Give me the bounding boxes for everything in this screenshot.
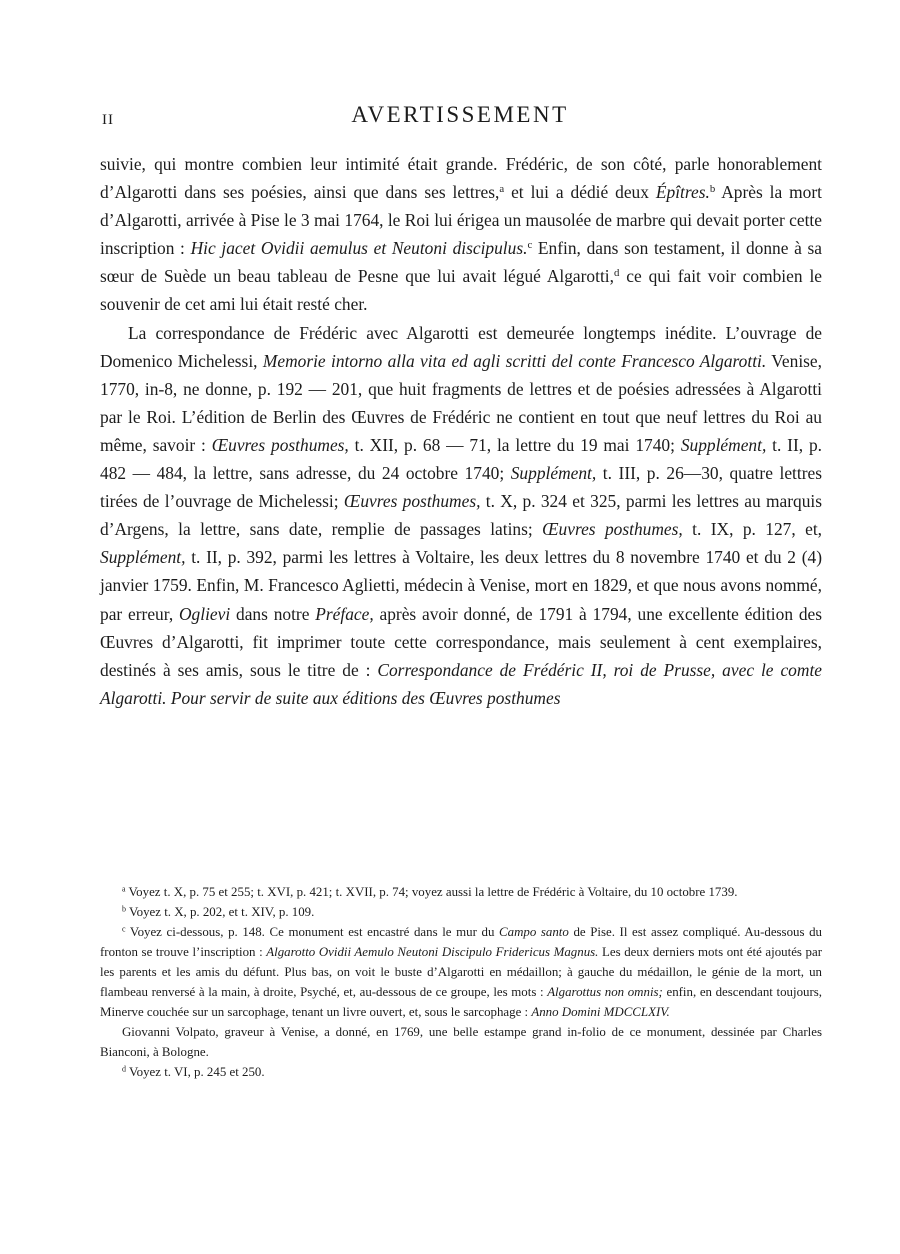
footnote-marker: b [709, 183, 716, 196]
italic-text: Supplément, [680, 434, 767, 455]
text-run: après avoir donné, de 1791 à 1794, une excellente édition des Œuvres d’Algarotti, fit imprimer toute cette correspondance, mais seulement à cent exemplaires, destinés à ses amis, sous le titre de : [100, 603, 823, 680]
text-run: t. III, p. 26—30, quatre lettres tirées de l’ouvrage de Michelessi; [100, 463, 822, 512]
text-run: t. II, p. 392, parmi les lettres à Voltaire, les deux lettres du 8 novembre 1740 et du 2 (4) janvier 1759. Enfin, M. Francesco Aglietti, médecin à Venise, mort en 1829, et que nous avons nommé, par erreur, [100, 547, 822, 624]
text-run: Enfin, dans son testament, il donne à sa sœur de Suède un beau tableau de Pesne que lui avait légué Algarotti, [100, 238, 822, 287]
text-run: t. X, p. 324 et 325, parmi les lettres au marquis d’Argens, la lettre, sans date, remplie de passages latins; [100, 491, 822, 540]
text-run: dans notre [230, 603, 316, 624]
text-run: Giovanni Volpato, graveur à Venise, a donné, en 1769, une belle estampe grand in-folio de ce monument, dessinée par Charles Bianconi, à Bologne. [100, 1025, 822, 1059]
italic-text: Préface, [315, 603, 374, 624]
text-run: Voyez t. X, p. 202, et t. XIV, p. 109. [126, 905, 315, 919]
italic-text: Supplément, [100, 547, 186, 568]
text-run: enfin, en descendant toujours, Minerve couchée sur un sarcophage, tenant un livre ouvert, et, sous le sarcophage : [100, 985, 822, 1019]
running-title: AVERTISSEMENT [351, 102, 569, 127]
italic-text: Campo santo [499, 925, 569, 939]
page-header [100, 100, 820, 134]
footnotes [100, 882, 822, 1082]
footnote-marker: d [122, 1064, 126, 1074]
text-run: suivie, qui montre combien leur intimité était grande. Frédéric, de son côté, parle honorablement d’Algarotti dans ses poésies, ainsi que dans ses lettres, [100, 154, 822, 203]
text-run: Venise, 1770, in-8, ne donne, p. 192 — 201, que huit fragments de lettres et de poésies adressées à Algarotti par le Roi. L’édition de Berlin des Œuvres de Frédéric ne contient en tout que neuf lettres du Roi au même, savoir : [100, 350, 822, 455]
italic-text: Anno Domini MDCCLXIV. [531, 1005, 670, 1019]
text-run: t. II, p. 482 — 484, la lettre, sans adresse, du 24 octobre 1740; [100, 434, 822, 484]
italic-text: Supplément, [510, 463, 597, 484]
paragraph-correspondence [100, 319, 822, 712]
italic-text: Œuvres posthumes, [542, 519, 683, 540]
footnote-a [100, 882, 822, 902]
italic-text: Œuvres posthumes, [211, 434, 349, 455]
main-text [100, 150, 822, 712]
text-run: ce qui fait voir combien le souvenir de cet ami lui était resté cher. [100, 266, 822, 315]
footnote-b [100, 902, 822, 922]
text-run: et lui a dédié deux [504, 182, 656, 203]
text-run: La correspondance de Frédéric avec Algarotti est demeurée longtemps inédite. L’ouvrage de Domenico Michelessi, [100, 322, 822, 371]
footnote-c [100, 922, 822, 1022]
footnote-marker: b [122, 904, 126, 914]
italic-text: Épîtres. [655, 182, 710, 203]
paragraph-continued [100, 150, 822, 319]
footnote-d [100, 1062, 822, 1082]
footnote-c-continued [100, 1022, 822, 1062]
text-run: Voyez ci-dessous, p. 148. Ce monument est encastré dans le mur du [125, 925, 500, 939]
italic-text: Correspondance de Frédéric II, roi de Prusse, avec le comte Algarotti. Pour servir de suite aux éditions des Œuvres posthumes [100, 659, 822, 708]
text-run: Après la mort d’Algarotti, arrivée à Pise le 3 mai 1764, le Roi lui érigea un mausolée de marbre qui devait porter cette inscription : [100, 182, 822, 259]
footnote-marker: d [613, 267, 620, 280]
footnote-marker: c [122, 924, 126, 934]
italic-text: Algarottus non omnis; [547, 985, 663, 999]
italic-text: Memorie intorno alla vita ed agli scritti del conte Francesco Algarotti. [262, 350, 767, 371]
italic-text: Algarotto Ovidii Aemulo Neutoni Discipulo Fridericus Magnus. [266, 945, 599, 959]
text-run: de Pise. Il est assez compliqué. Au-dessous du fronton se trouve l’inscription : [100, 925, 822, 959]
italic-text: Œuvres posthumes, [343, 491, 481, 512]
footnote-marker: a [499, 183, 505, 196]
page-number: II [102, 112, 114, 128]
text-run: Les deux derniers mots ont été ajoutés par les parents et les amis du défunt. Plus bas, on voit le buste d’Algarotti en médaillon; à gauche du médaillon, le génie de la mort, un flambeau renversé à la main, à droite, Psyché, et, au-dessous de ce groupe, les mots : [100, 945, 823, 999]
text-run: Voyez t. VI, p. 245 et 250. [126, 1065, 265, 1079]
text-run: t. IX, p. 127, et, [682, 519, 823, 540]
text-run: Voyez t. X, p. 75 et 255; t. XVI, p. 421; t. XVII, p. 74; voyez aussi la lettre de Frédéric à Voltaire, du 10 octobre 1739. [125, 885, 738, 899]
text-run: t. XII, p. 68 — 71, la lettre du 19 mai 1740; [348, 434, 681, 455]
italic-text: Oglievi [179, 603, 231, 624]
italic-text: Hic jacet Ovidii aemulus et Neutoni discipulus. [190, 238, 528, 259]
footnote-marker: c [527, 239, 533, 252]
footnote-marker: a [122, 884, 126, 894]
